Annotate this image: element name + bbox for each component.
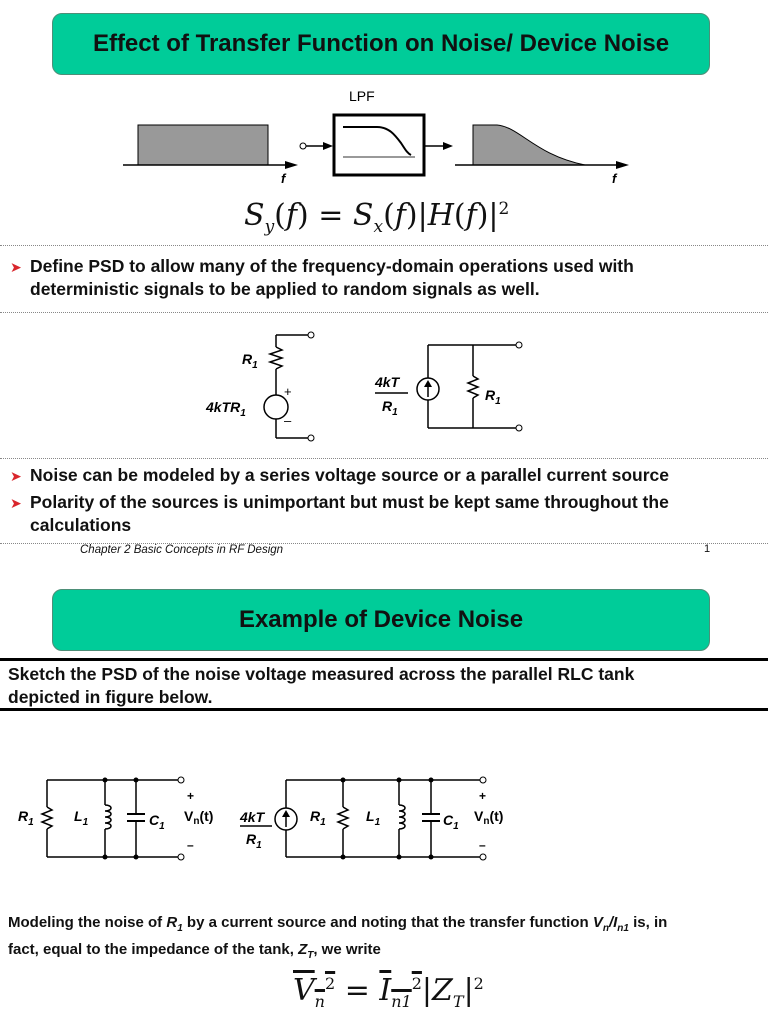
input-arrow-icon [323,142,333,150]
bullet-1 [0,255,768,301]
r1-parallel-resistor [468,376,478,398]
l1-inductor [399,805,405,829]
noise-equation: $V_n^2 = I_{n1}^2|Z_T|^2$ [293,973,484,1011]
svg-text:4kT: 4kT [240,809,265,825]
svg-text:R1: $R_1$ [18,808,34,828]
prompt-top-rule [0,658,768,661]
lpf-label: LPF [349,88,375,104]
series-noise-circuit [200,325,330,447]
svg-text:+: + [284,384,292,399]
bullet-block-2 [0,458,768,544]
slide2-title [52,589,710,651]
prompt-line2: depicted in figure below. [8,687,213,707]
r1-resistor [338,807,348,829]
prompt-line1: Sketch the PSD of the noise voltage measured across the parallel RLC tank [8,664,635,684]
l1-inductor [105,805,111,829]
svg-text:R1: $R_1$ [382,398,398,418]
slide2-title-text: Example of Device Noise [238,606,524,633]
bullet-2 [0,464,768,488]
bullet-1-line2: deterministic signals to be applied to random signals as well. [30,279,540,299]
modeling-paragraph: Modeling the noise of $R_1$ by a current source and noting that the transfer function $V_n/I_{n1}$ is, in fact, equal to the impedance of the tank, $Z_T$, we write [8,914,668,961]
svg-text:+: + [479,789,487,803]
psd-equation: $S_y(f) = S_x(f)|H(f)|^2$ [244,198,510,237]
output-spectrum [473,125,585,165]
prompt-bottom-rule [0,708,768,711]
bullet-arrow-icon: ➤ [10,495,22,511]
svg-text:L1: $L_1$ [366,808,381,828]
lpf-block [334,115,424,175]
rlc-tank-figure [10,770,530,870]
slide1-title-text: Effect of Transfer Function on Noise/ Device Noise [92,30,670,57]
svg-text:C1: $C_1$ [443,812,459,832]
svg-text:Vn(t): $V_n(t)$ [184,808,214,827]
input-terminal [300,143,306,149]
svg-text:+: + [187,789,195,803]
right-axis-f: f [612,171,617,186]
bullet-2-text: Noise can be modeled by a series voltage source or a parallel current source [30,465,670,485]
svg-text:R1: $R_1$ [310,808,326,828]
bullet-3 [0,491,768,537]
svg-text:–: – [187,838,194,852]
left-axis-f: f [281,171,286,186]
r1-resistor [270,347,282,369]
svg-text:–: – [479,838,486,852]
rlc-tank-left [18,777,213,860]
svg-text:Vn(t): $V_n(t)$ [474,808,504,827]
bullet-arrow-icon: ➤ [10,468,22,484]
svg-text:R1: $R_1$ [242,351,258,371]
bullet-3-line1: Polarity of the sources is unimportant but must be kept same throughout the [30,492,669,512]
parallel-noise-circuit [370,333,530,439]
page-number: 1 [704,543,711,555]
svg-text:R1: $R_1$ [485,387,501,407]
svg-text:L1: $L_1$ [74,808,89,828]
right-axis-arrow-icon [616,161,629,169]
slide1-title [52,13,710,75]
bullet-arrow-icon: ➤ [10,259,22,275]
svg-text:–: – [284,413,292,428]
svg-text:C1: $C_1$ [149,812,165,832]
output-arrow-icon [443,142,453,150]
svg-text:4kTR1: 4kTR$_1$ [206,399,246,419]
input-spectrum [138,125,268,165]
left-axis-arrow-icon [285,161,298,169]
bullet-3-line2: calculations [30,515,132,535]
footer-chapter: Chapter 2 Basic Concepts in RF Design [80,544,284,556]
svg-text:R1: $R_1$ [246,831,262,851]
svg-text:4kT: 4kT [375,374,400,390]
lpf-diagram [115,85,645,190]
bullet-block-1 [0,245,768,313]
r1-resistor [42,807,52,829]
bullet-1-line1: Define PSD to allow many of the frequency-domain operations used with [30,256,634,276]
rlc-tank-right [239,777,503,860]
prompt-text [8,663,634,709]
